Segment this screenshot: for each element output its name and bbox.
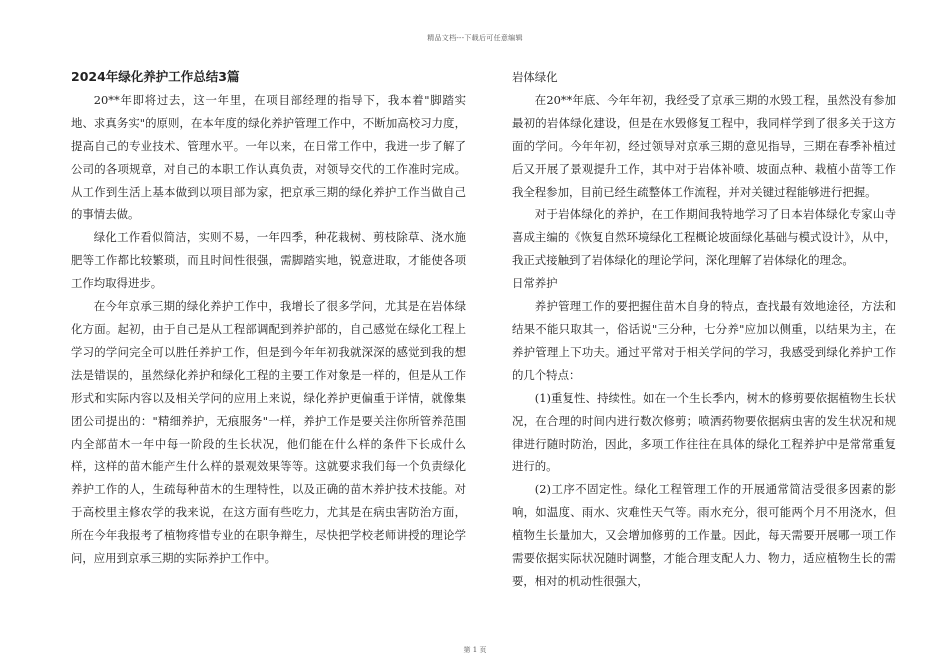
section-heading-daily-maintenance: 日常养护 <box>512 276 558 291</box>
section-heading-rock-greening: 岩体绿化 <box>512 70 558 84</box>
page-number: 第 1 页 <box>463 646 487 654</box>
document-title: 2024年绿化养护工作总结3篇 <box>71 69 240 84</box>
paragraph: (1)重复性、持续性。如在一个生长季内，树木的修剪要依据植物生长状况，在合理的时间内进行数次修剪；喷洒药物要依据病虫害的发生状况和规律进行随时防治，因此，多项工作往往在具体的绿化工程养护中是常常重复进行的。 <box>512 390 896 474</box>
paragraph: 在20**年底、今年年初，我经受了京承三期的水毁工程，虽然没有参加最初的岩体绿化建设，但是在水毁修复工程中，我同样学到了很多关于这方面的学问。今年年初，经过领导对京承三期的意见指导，三期在春季补植过后又开展了景观提升工作，其中对于岩体补喷、坡面点种、栽植小苗等工作我全程参加，目前已经生疏整体工作流程，并对关键过程能够进行把握。 <box>512 92 896 199</box>
page-header: 精品文档---下载后可任意编辑 <box>427 34 523 42</box>
paragraph: 20**年即将过去，这一年里，在项目部经理的指导下，我本着"脚踏实地、求真务实"的原则，在本年度的绿化养护管理工作中，不断加高校习力度，提高自己的专业技术、管理水平。一年以来，在日常工作中，我进一步了解了公司的各项规章，对自己的本职工作认真负责，对领导交代的工作准时完成。从工作到生活上基本做到以项目部为家，把京承三期的绿化养护工作当做自己的事情去做。 <box>71 92 466 222</box>
left-column <box>71 66 466 570</box>
paragraph: 在今年京承三期的绿化养护工作中，我增长了很多学问，尤其是在岩体绿化方面。起初，由于自己是从工程部调配到养护部的，自己感觉在绿化工程上学习的学问完全可以胜任养护工作，但是到今年年初我就深深的感觉到我的想法是错误的，虽然绿化养护和绿化工程的主要工作对象是一样的，但是从工作形式和实际内容以及相关学问的应用上来说，绿化养护更偏重于详情，就像集团公司提出的："精细养护，无痕服务"一样，养护工作是要关注你所管养范围内全部苗木一年中每一阶段的生长状况，他们能在什么样的条件下长成什么样，这样的苗木能产生什么样的景观效果等等。这就要求我们每一个负责绿化养护工作的人，生疏每种苗木的生理特性，以及正确的苗木养护技术技能。对于高校里主修农学的我来说，在这方面有些吃力，尤其是在病虫害防治方面，所在今年我报考了植物疼惜专业的在职争辩生，尽快把学校老师讲授的理论学问，应用到京承三期的实际养护工作中。 <box>71 299 466 566</box>
paragraph: (2)工序不固定性。绿化工程管理工作的开展通常简洁受很多因素的影响，如温度、雨水、灾难性天气等。雨水充分，很可能两个月不用浇水，但植物生长量加大，又会增加修剪的工作量。因此，每天需要开展哪一项工作需要依据实际状况随时调整，才能合理支配人力、物力，适应植物生长的需要，相对的机动性很强大， <box>512 482 896 588</box>
paragraph: 绿化工作看似简洁，实则不易，一年四季，种花栽树、剪枝除草、浇水施肥等工作都比较繁琐，而且时间性很强，需脚踏实地，锐意进取，才能使各项工作均取得进步。 <box>71 230 466 291</box>
paragraph: 对于岩体绿化的养护，在工作期间我特地学习了日本岩体绿化专家山寺喜成主编的《恢复自然环境绿化工程概论坡面绿化基础与模式设计》，从中，我正式接触到了岩体绿化的理论学问，深化理解了岩体绿化的理念。 <box>512 207 896 268</box>
paragraph: 养护管理工作的要把握住苗木自身的特点，查找最有效地途径，方法和结果不能只取其一，俗话说"三分种，七分养"应加以侧重，以结果为主，在养护管理上下功夫。通过平常对于相关学问的学习，我感受到绿化养护工作的几个特点： <box>512 299 896 382</box>
right-column <box>512 66 896 593</box>
